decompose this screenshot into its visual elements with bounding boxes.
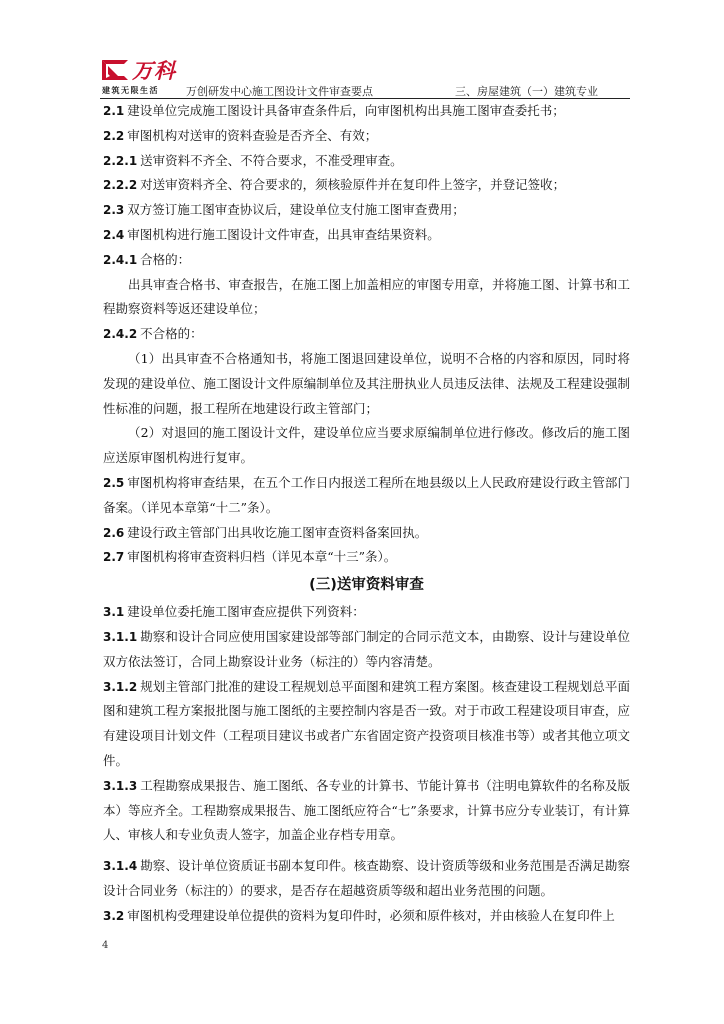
paragraph-text: 双方签订施工图审查协议后，建设单位支付施工图审查费用； [127, 202, 465, 218]
paragraph [103, 904, 630, 929]
clause-number: 2.1 [103, 104, 125, 118]
section-2-list [103, 99, 630, 570]
paragraph [103, 625, 630, 675]
paragraph [103, 471, 630, 521]
clause-number: 2.3 [103, 203, 125, 218]
paragraph [103, 273, 630, 323]
clause-number: 3.1.4 [103, 859, 138, 874]
paragraph [103, 521, 630, 546]
paragraph-text: 不合格的： [140, 326, 203, 342]
paragraph [103, 675, 630, 774]
paragraph [103, 248, 630, 273]
clause-number: 3.1.1 [103, 629, 138, 644]
clause-number: 2.5 [103, 475, 125, 490]
paragraph [103, 124, 630, 149]
paragraph-text: 审图机构受理建设单位提供的资料为复印件时，必须和原件核对，并由核验人在复印件上 [127, 907, 615, 923]
clause-number: 2.2.2 [103, 178, 138, 193]
paragraph-text: 审图机构对送审的资料查验是否齐全、有效； [127, 127, 378, 143]
brand-slogan: 建筑无限生活 [102, 86, 159, 95]
paragraph [103, 600, 630, 625]
section-title: (三)送审资料审查 [309, 577, 424, 594]
paragraph-text: 建设单位完成施工图设计具备审查条件后，向审图机构出具施工图审查委托书； [127, 103, 565, 118]
clause-number: 3.1.2 [103, 679, 138, 694]
page-number: 4 [102, 940, 109, 951]
paragraph-text: 合格的： [140, 251, 191, 267]
vanke-logo-icon [100, 58, 130, 82]
paragraph-text: 送审资料不齐全、不符合要求，不准受理审查。 [140, 152, 403, 168]
clause-number: 2.6 [103, 525, 125, 540]
clause-number: 3.1.3 [103, 778, 138, 793]
header-document-title: 万创研发中心施工图设计文件审查要点 [186, 85, 373, 98]
paragraph-text: 规划主管部门批准的建设工程规划总平面图和建筑工程方案图。核查建设工程规划总平面图和建筑工程方案报批图与施工图纸的主要控制内容是否一致。对于市政工程建设项目审查，应有建设项目计划文件（工程项目建议书或者广东省固定资产投资项目核准书等）或者其他立项文件。 [103, 678, 630, 768]
clause-number: 2.2.1 [103, 153, 138, 168]
paragraph [103, 854, 630, 904]
clause-number: 3.2 [103, 908, 125, 923]
clause-number: 2.4.1 [103, 252, 138, 267]
paragraph [103, 198, 630, 223]
clause-number: 2.4.2 [103, 327, 138, 342]
paragraph-text: 审图机构进行施工图设计文件审查，出具审查结果资料。 [127, 226, 440, 242]
clause-number: 3.1 [103, 605, 125, 620]
paragraph-text: 建设单位委托施工图审查应提供下列资料： [127, 604, 365, 620]
paragraph-text: 对送审资料齐全、符合要求的，须核验原件并在复印件上签字，并登记签收； [140, 177, 566, 193]
paragraph [103, 322, 630, 347]
header-chapter-title: 三、房屋建筑（一）建筑专业 [455, 85, 598, 98]
clause-number: 2.7 [103, 550, 125, 565]
section-3-list [103, 600, 630, 928]
clause-number: 2.2 [103, 128, 125, 143]
paragraph [103, 223, 630, 248]
brand-name: 万科 [132, 59, 176, 83]
paragraph [103, 149, 630, 174]
paragraph-text: 工程勘察成果报告、施工图纸、各专业的计算书、节能计算书（注明电算软件的名称及版本）等应齐全。工程勘察成果报告、施工图纸应符合“七”条要求，计算书应分专业装订，有计算人、审核人和专业负责人签字，加盖企业存档专用章。 [103, 777, 630, 843]
page-header [100, 56, 630, 98]
paragraph [103, 774, 630, 848]
paragraph-text: （2）对退回的施工图设计文件，建设单位应当要求原编制单位进行修改。修改后的施工图应送原审图机构进行复审。 [103, 425, 630, 466]
paragraph-text: 审图机构将审查结果，在五个工作日内报送工程所在地县级以上人民政府建设行政主管部门备案。（详见本章第“十二”条）。 [103, 474, 630, 515]
paragraph-text: 勘察和设计合同应使用国家建设部等部门制定的合同示范文本，由勘察、设计与建设单位双方依法签订，合同上勘察设计业务（标注的）等内容清楚。 [103, 628, 630, 669]
clause-number: 2.4 [103, 227, 125, 242]
paragraph [103, 545, 630, 570]
paragraph-text: 出具审查合格书、审查报告，在施工图上加盖相应的审图专用章，并将施工图、计算书和工程勘察资料等返还建设单位； [103, 276, 630, 317]
paragraph [103, 421, 630, 471]
paragraph [103, 173, 630, 198]
document-body [103, 99, 630, 929]
paragraph-text: 审图机构将审查资料归档（详见本章“十三”条）。 [127, 549, 397, 565]
paragraph-text: （1）出具审查不合格通知书，将施工图退回建设单位，说明不合格的内容和原因，同时将发现的建设单位、施工图设计文件原编制单位及其注册执业人员违反法律、法规及工程建设强制性标准的问题，报工程所在地建设行政主管部门； [103, 350, 630, 416]
paragraph-text: 建设行政主管部门出具收讫施工图审查资料备案回执。 [127, 524, 428, 540]
paragraph [103, 99, 630, 124]
paragraph-text: 勘察、设计单位资质证书副本复印件。核查勘察、设计资质等级和业务范围是否满足勘察设计合同业务（标注的）的要求，是否存在超越资质等级和超出业务范围的问题。 [103, 858, 630, 898]
paragraph [103, 347, 630, 421]
